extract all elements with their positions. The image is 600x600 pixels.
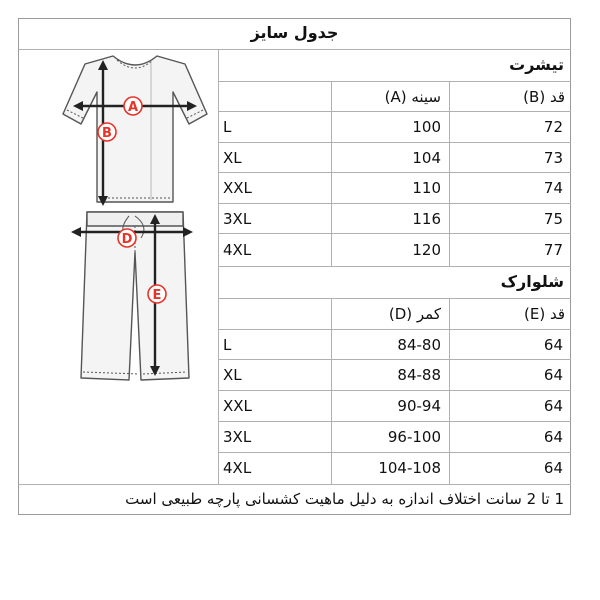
pants-header-height: قد (E) — [523, 305, 565, 323]
waist-cell: 96-100 — [387, 428, 441, 446]
garment-illustration — [55, 52, 215, 392]
tshirt-icon — [63, 56, 207, 202]
chest-cell: 110 — [412, 179, 441, 197]
label-d: D — [121, 232, 133, 247]
size-cell: L — [223, 118, 232, 136]
waist-cell: 104-108 — [378, 459, 441, 477]
divider — [18, 484, 571, 485]
label-e-badge — [148, 285, 166, 303]
divider — [18, 49, 571, 50]
height-cell: 64 — [543, 459, 563, 477]
label-a: A — [127, 100, 139, 115]
size-cell: L — [223, 336, 232, 354]
label-b-badge — [98, 123, 116, 141]
size-cell: XXL — [223, 179, 252, 197]
divider — [218, 81, 571, 82]
chest-cell: 104 — [412, 149, 441, 167]
label-e: E — [152, 288, 162, 303]
waist-cell: 84-88 — [397, 366, 441, 384]
size-cell: XL — [223, 149, 242, 167]
tshirt-heading: تیشرت — [509, 55, 564, 74]
divider — [218, 298, 571, 299]
divider — [218, 329, 571, 330]
divider — [218, 111, 571, 112]
size-cell: 4XL — [223, 459, 252, 477]
size-cell: 3XL — [223, 210, 252, 228]
divider — [218, 266, 571, 267]
pants-header-waist: کمر (D) — [388, 305, 441, 323]
height-cell: 64 — [543, 397, 563, 415]
height-cell: 75 — [543, 210, 563, 228]
label-b: B — [102, 126, 112, 141]
divider — [218, 233, 571, 234]
divider — [218, 203, 571, 204]
divider — [449, 298, 450, 484]
pants-heading: شلوارک — [500, 272, 564, 291]
tshirt-header-chest: سینه (A) — [384, 88, 441, 106]
divider — [218, 390, 571, 391]
size-cell: 4XL — [223, 241, 252, 259]
page-title: جدول سایز — [250, 23, 339, 42]
chest-cell: 120 — [412, 241, 441, 259]
divider — [218, 421, 571, 422]
label-d-badge — [118, 229, 136, 247]
size-cell: XXL — [223, 397, 252, 415]
tshirt-header-height: قد (B) — [523, 88, 565, 106]
divider — [331, 81, 332, 266]
waist-cell: 90-94 — [397, 397, 441, 415]
footnote: 1 تا 2 سانت اختلاف اندازه به دلیل ماهیت کشسانی پارچه طبیعی است — [125, 490, 564, 508]
chest-cell: 116 — [412, 210, 441, 228]
height-cell: 64 — [543, 336, 563, 354]
height-cell: 72 — [543, 118, 563, 136]
divider — [331, 298, 332, 484]
chest-cell: 100 — [412, 118, 441, 136]
size-cell: 3XL — [223, 428, 252, 446]
height-cell: 64 — [543, 428, 563, 446]
divider — [218, 359, 571, 360]
height-cell: 73 — [543, 149, 563, 167]
divider — [218, 172, 571, 173]
height-cell: 77 — [543, 241, 563, 259]
divider — [218, 452, 571, 453]
divider — [218, 49, 219, 484]
label-a-badge — [124, 97, 142, 115]
waist-cell: 84-80 — [397, 336, 441, 354]
divider — [218, 142, 571, 143]
size-cell: XL — [223, 366, 242, 384]
divider — [449, 81, 450, 266]
height-cell: 74 — [543, 179, 563, 197]
height-cell: 64 — [543, 366, 563, 384]
